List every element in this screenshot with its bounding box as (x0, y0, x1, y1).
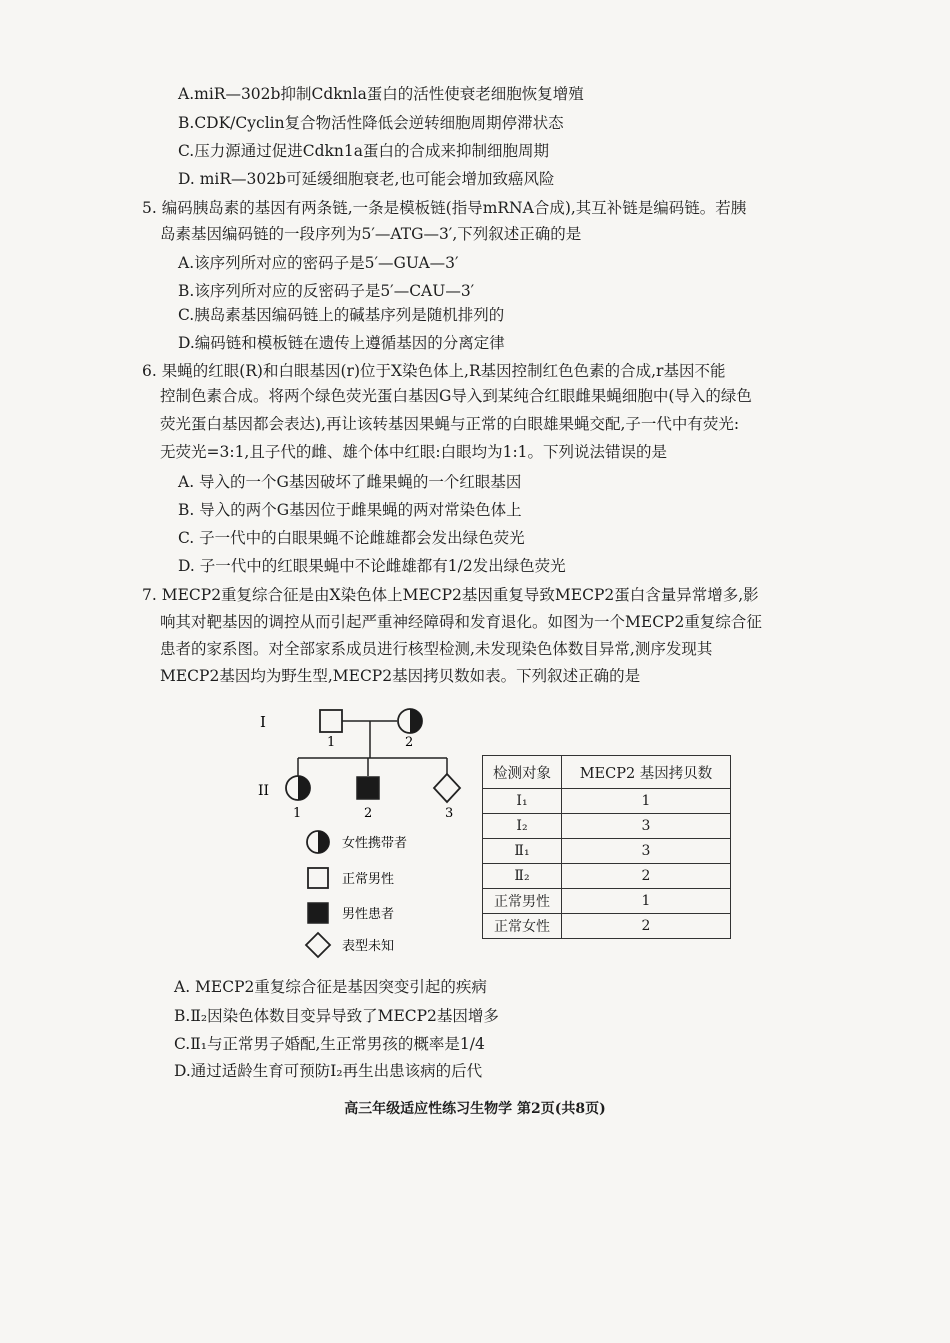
pedigree-ii3-unknown-phenotype (434, 774, 460, 802)
table-row: Ⅱ₁ 3 (483, 839, 731, 864)
pedigree-ii1-carrier-female (286, 776, 310, 800)
q5-option-a: A.该序列所对应的密码子是5′—GUA—3′ (178, 254, 459, 272)
q7-stem-line3: 患者的家系图。对全部家系成员进行核型检测,未发现染色体数目异常,测序发现其 (160, 640, 713, 658)
svg-text:女性携带者: 女性携带者 (342, 836, 408, 851)
page-footer: 高三年级适应性练习生物学 第2页(共8页) (344, 1101, 606, 1117)
mecp2-copy-number-table (482, 755, 731, 939)
q6-option-c: C. 子一代中的白眼果蝇不论雌雄都会发出绿色荧光 (178, 529, 525, 547)
q5-option-b: B.该序列所对应的反密码子是5′—CAU—3′ (178, 282, 475, 300)
q5-stem-line1: 5. 编码胰岛素的基因有两条链,一条是模板链(指导mRNA合成),其互补链是编码链。若胰 (142, 199, 747, 217)
q7-stem-line4: MECP2基因均为野生型,MECP2基因拷贝数如表。下列叙述正确的是 (160, 667, 641, 685)
table-row: 正常男性 1 (483, 889, 731, 914)
svg-text:表型未知: 表型未知 (342, 939, 395, 954)
pedigree-i1-number: 1 (327, 735, 336, 750)
legend-normal-male (308, 868, 394, 888)
generation-1-label: I (260, 713, 266, 731)
q6-stem-line4: 无荧光=3:1,且子代的雌、雄个体中红眼:白眼均为1:1。下列说法错误的是 (160, 443, 668, 461)
q7-option-a: A. MECP2重复综合征是基因突变引起的疾病 (174, 978, 487, 996)
legend-unknown-phenotype (306, 933, 394, 957)
q5-option-d: D.编码链和模板链在遗传上遵循基因的分离定律 (178, 334, 505, 352)
pedigree-ii2-affected-male (357, 777, 379, 799)
q6-option-b: B. 导入的两个G基因位于雌果蝇的两对常染色体上 (178, 501, 522, 519)
pedigree-ii1-number: 1 (293, 806, 302, 821)
q7-stem-line1: 7. MECP2重复综合征是由X染色体上MECP2基因重复导致MECP2蛋白含量异常增多,影 (142, 586, 759, 604)
svg-text:正常男性: 正常男性 (342, 872, 395, 887)
q6-stem-line3: 荧光蛋白基因都会表达),再让该转基因果蝇与正常的白眼雄果蝇交配,子一代中有荧光: (160, 415, 740, 433)
q7-stem-line2: 响其对靶基因的调控从而引起严重神经障碍和发育退化。如图为一个MECP2重复综合征 (160, 613, 762, 631)
pedigree-i2-carrier-female (398, 709, 422, 733)
table-header-row (483, 756, 731, 789)
q6-option-a: A. 导入的一个G基因破坏了雌果蝇的一个红眼基因 (178, 473, 522, 491)
q5-option-c: C.胰岛素基因编码链上的碱基序列是随机排列的 (178, 306, 505, 324)
q7-option-b: B.Ⅱ₂因染色体数目变异导致了MECP2基因增多 (174, 1007, 499, 1025)
pedigree-ii3-number: 3 (445, 806, 454, 821)
table-row: Ⅱ₂ 2 (483, 864, 731, 889)
q4-option-c: C.压力源通过促进Cdkn1a蛋白的合成来抑制细胞周期 (178, 142, 549, 160)
svg-text:男性患者: 男性患者 (342, 907, 395, 922)
q7-option-c: C.Ⅱ₁与正常男子婚配,生正常男孩的概率是1/4 (174, 1035, 485, 1053)
table-row: 正常女性 2 (483, 914, 731, 939)
q6-option-d: D. 子一代中的红眼果蝇中不论雌雄都有1/2发出绿色荧光 (178, 557, 566, 575)
pedigree-i1-normal-male (320, 710, 342, 732)
table-header-subject: 检测对象 (483, 756, 562, 789)
q5-stem-line2: 岛素基因编码链的一段序列为5′—ATG—3′,下列叙述正确的是 (160, 225, 582, 243)
q6-stem-line1: 6. 果蝇的红眼(R)和白眼基因(r)位于X染色体上,R基因控制红色色素的合成,r基因不能 (142, 362, 726, 380)
legend-carrier-female (307, 831, 407, 853)
table-row: Ⅰ₂ 3 (483, 814, 731, 839)
legend-affected-male (308, 903, 394, 923)
pedigree-ii2-number: 2 (364, 806, 373, 821)
q4-option-a: A.miR—302b抑制Cdknla蛋白的活性使衰老细胞恢复增殖 (178, 85, 584, 103)
q7-option-d: D.通过适龄生育可预防Ⅰ₂再生出患该病的后代 (174, 1062, 483, 1080)
q4-option-b: B.CDK/Cyclin复合物活性降低会逆转细胞周期停滞状态 (178, 114, 564, 132)
pedigree-chart (250, 700, 490, 970)
q4-option-d: D. miR—302b可延缓细胞衰老,也可能会增加致癌风险 (178, 170, 555, 188)
pedigree-i2-number: 2 (405, 735, 414, 750)
table-row: Ⅰ₁ 1 (483, 789, 731, 814)
q6-stem-line2: 控制色素合成。将两个绿色荧光蛋白基因G导入到某纯合红眼雌果蝇细胞中(导入的绿色 (160, 387, 752, 405)
generation-2-label: II (258, 783, 270, 799)
table-header-copy-number: MECP2 基因拷贝数 (562, 756, 731, 789)
